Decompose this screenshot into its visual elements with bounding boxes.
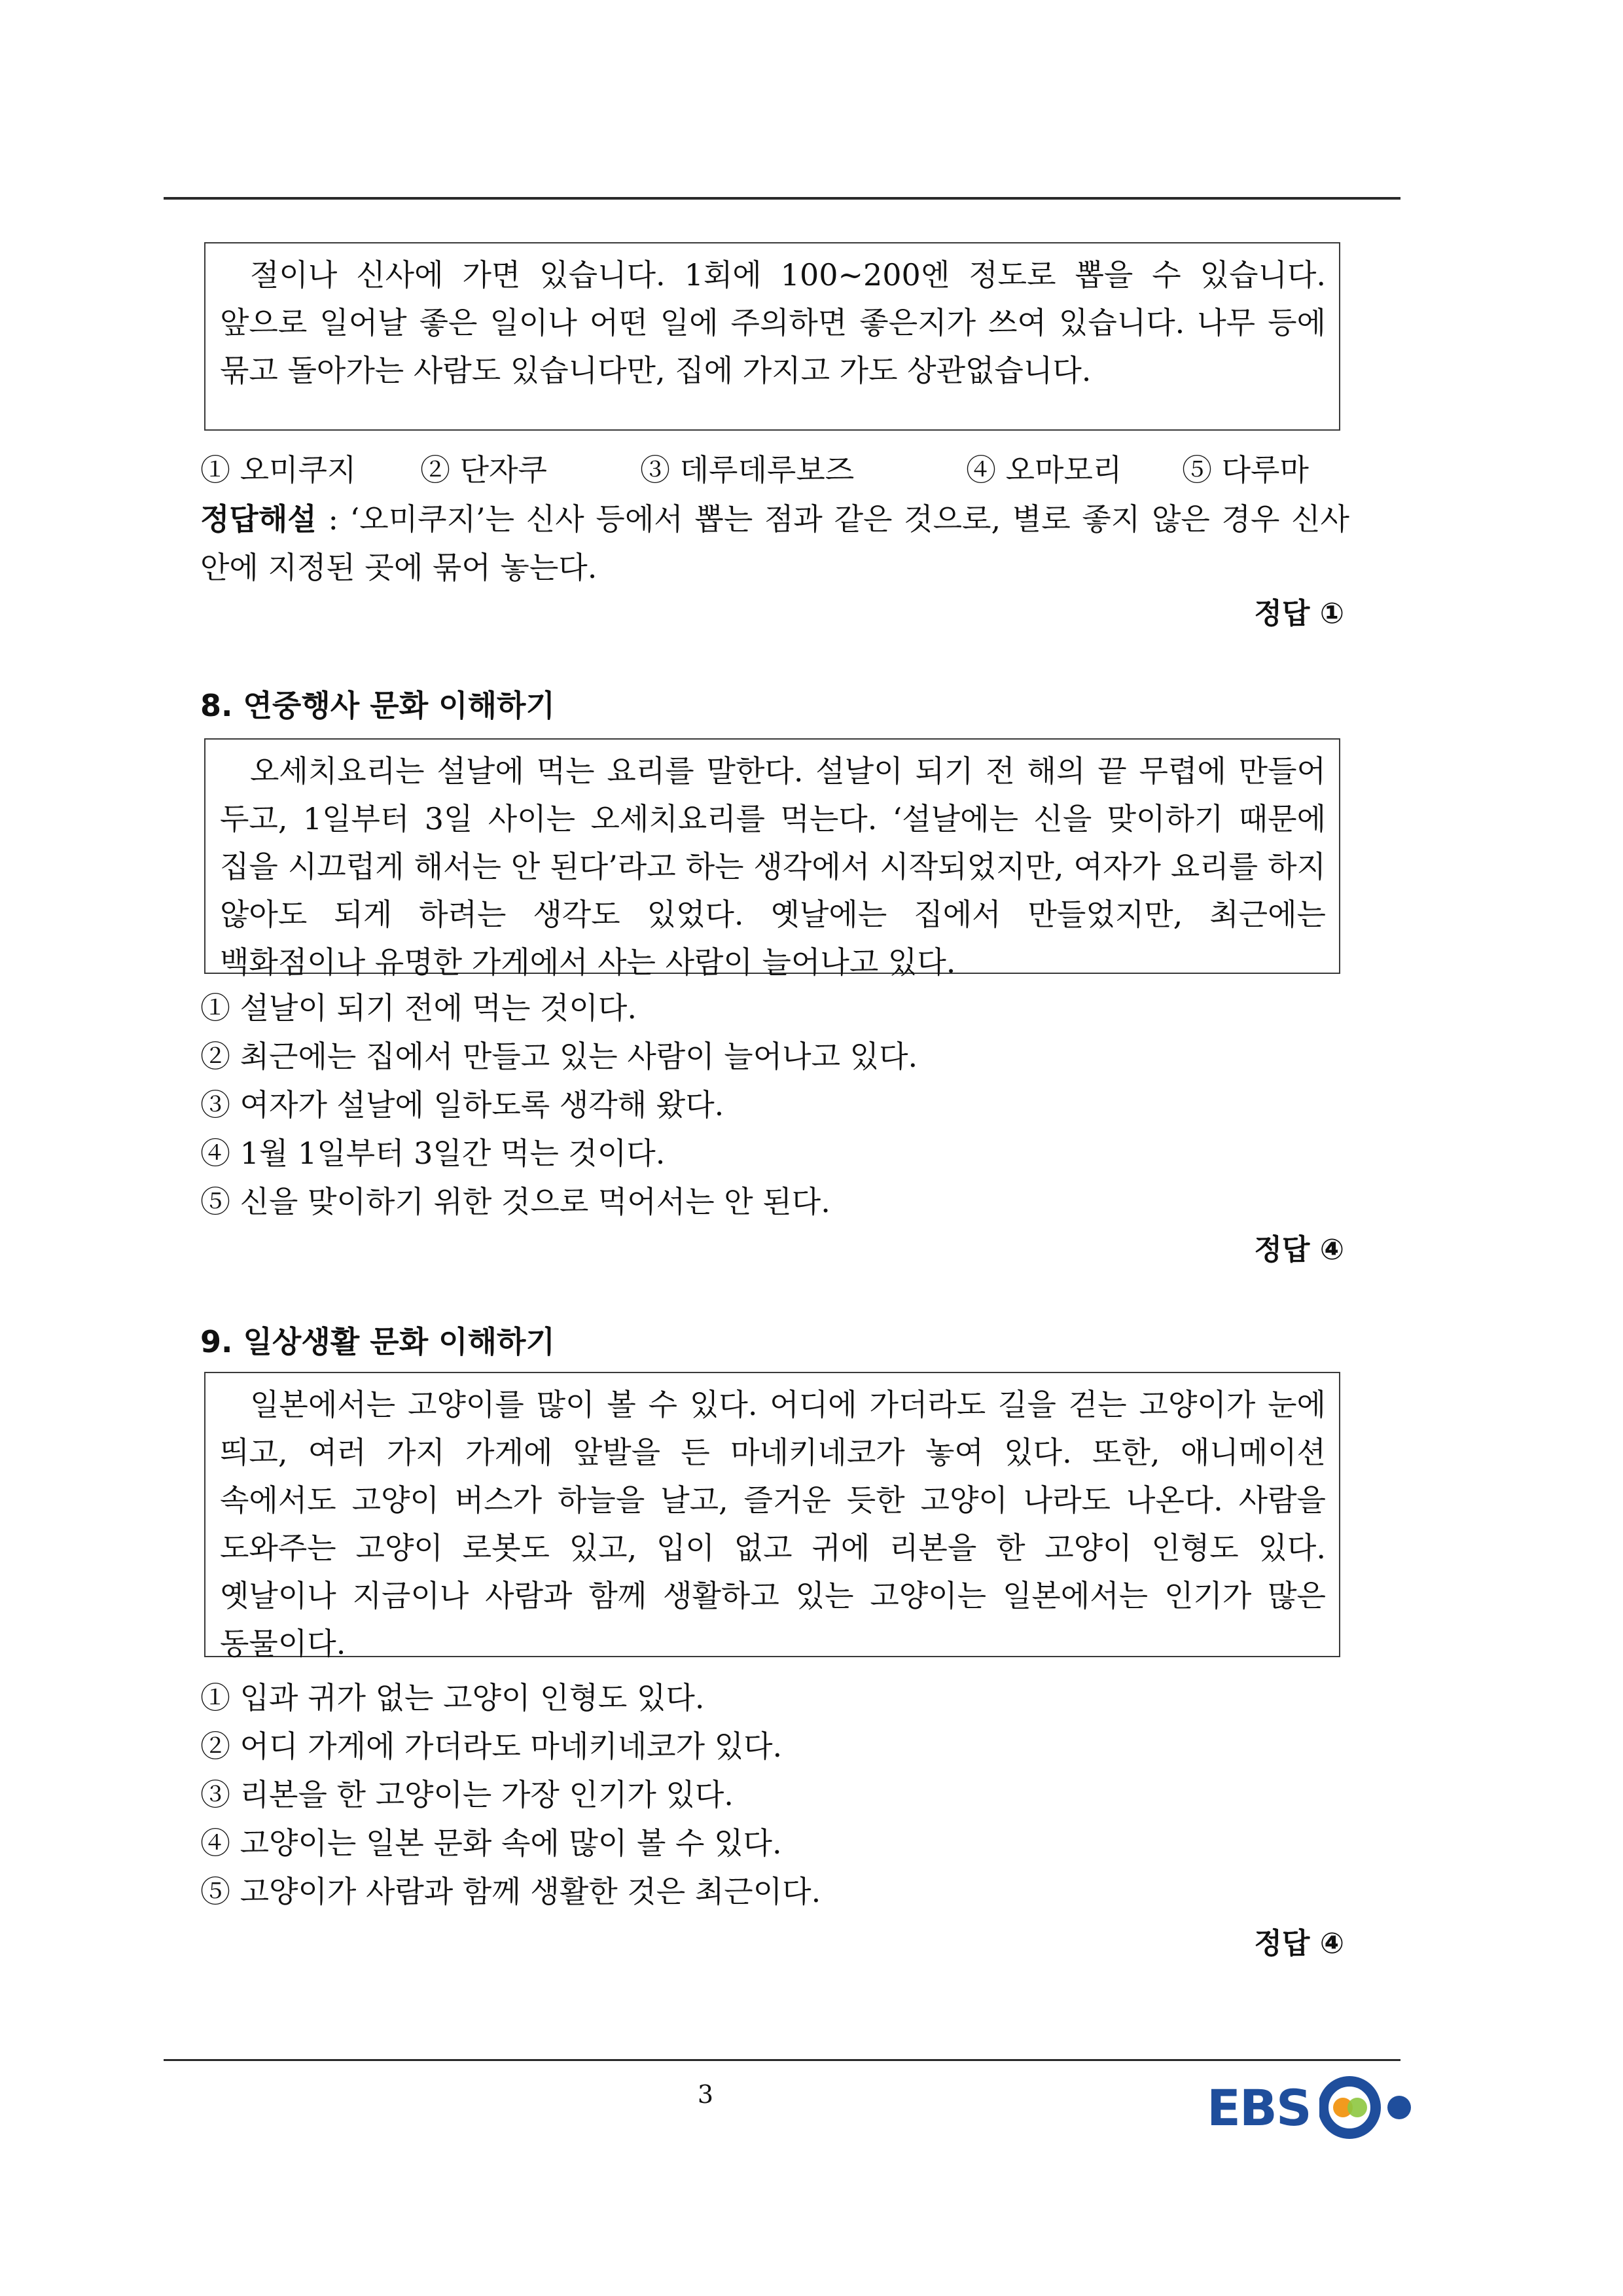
q7-option-2: ② 단자쿠 xyxy=(420,452,547,488)
q8-option-1: ① 설날이 되기 전에 먹는 것이다. xyxy=(200,990,637,1026)
q7-option-4: ④ 오마모리 xyxy=(966,452,1122,488)
q9-option-2: ② 어디 가게에 가더라도 마네키네코가 있다. xyxy=(200,1729,783,1764)
q8-heading: 8. 연중행사 문화 이해하기 xyxy=(200,688,555,723)
q8-answer: 정답 ④ xyxy=(1254,1233,1344,1266)
q8-option-3: ③ 여자가 설날에 일하도록 생각해 왔다. xyxy=(200,1087,724,1122)
q9-option-4: ④ 고양이는 일본 문화 속에 많이 볼 수 있다. xyxy=(200,1825,782,1861)
ebs-logo-mark-icon xyxy=(1319,2075,1431,2140)
q7-passage: 절이나 신사에 가면 있습니다. 1회에 100~200엔 정도로 뽑을 수 있습니다. 앞으로 일어날 좋은 일이나 어떤 일에 주의하면 좋은지가 쓰여 있습니다. 나무 등에 묶고 돌아가는 사람도 있습니다만, 집에 가지고 가도 상관없습니다. xyxy=(220,257,1326,388)
q9-heading: 9. 일상생활 문화 이해하기 xyxy=(200,1324,555,1359)
q7-option-1: ① 오미쿠지 xyxy=(200,452,357,488)
q8-passage-box xyxy=(204,738,1340,980)
q7-explanation-text: : ‘오미쿠지’는 신사 등에서 뽑는 점과 같은 것으로, 별로 좋지 않은 경우 신사 안에 지정된 곳에 묶어 놓는다. xyxy=(200,501,1349,585)
q8-option-2: ② 최근에는 집에서 만들고 있는 사람이 늘어나고 있다. xyxy=(200,1039,918,1074)
q8-option-5: ⑤ 신을 맞이하기 위한 것으로 먹어서는 안 된다. xyxy=(200,1184,830,1219)
q7-option-3: ③ 데루데루보즈 xyxy=(640,452,855,488)
header-rule xyxy=(164,197,1400,200)
q7-option-5: ⑤ 다루마 xyxy=(1182,452,1309,488)
q7-explanation-label: 정답해설 xyxy=(200,501,317,537)
ebs-logo-text: EBS xyxy=(1207,2079,1311,2137)
q9-passage: 일본에서는 고양이를 많이 볼 수 있다. 어디에 가더라도 길을 걷는 고양이가 눈에 띄고, 여러 가지 가게에 앞발을 든 마네키네코가 놓여 있다. 또한, 애니메이션 속에서도 고양이 버스가 하늘을 날고, 즐거운 듯한 고양이 나라도 나온다. 사람을 도와주는 고양이 로봇도 있고, 입이 없고 귀에 리본을 한 고양이 인형도 있다. 옛날이나 지금이나 사람과 함께 생활하고 있는 고양이는 일본에서는 인기가 많은 동물이다. xyxy=(220,1387,1326,1661)
q7-explanation xyxy=(200,495,1349,592)
q9-option-3: ③ 리본을 한 고양이는 가장 인기가 있다. xyxy=(200,1777,734,1812)
page-number: 3 xyxy=(697,2080,714,2109)
q8-option-4: ④ 1월 1일부터 3일간 먹는 것이다. xyxy=(200,1136,666,1171)
q7-answer: 정답 ① xyxy=(1254,597,1344,630)
q9-option-5: ⑤ 고양이가 사람과 함께 생활한 것은 최근이다. xyxy=(200,1874,821,1909)
q9-answer: 정답 ④ xyxy=(1254,1927,1344,1960)
q9-option-1: ① 입과 귀가 없는 고양이 인형도 있다. xyxy=(200,1680,705,1715)
q9-passage-box xyxy=(204,1372,1340,1661)
q7-passage-box xyxy=(204,242,1340,431)
q8-passage: 오세치요리는 설날에 먹는 요리를 말한다. 설날이 되기 전 해의 끝 무렵에 만들어 두고, 1일부터 3일 사이는 오세치요리를 먹는다. ‘설날에는 신을 맞이하기 때문에 집을 시끄럽게 해서는 안 된다’라고 하는 생각에서 시작되었지만, 여자가 요리를 하지 않아도 되게 하려는 생각도 있었다. 옛날에는 집에서 만들었지만, 최근에는 백화점이나 유명한 가게에서 사는 사람이 늘어나고 있다. xyxy=(220,753,1326,980)
footer-rule xyxy=(164,2059,1400,2061)
